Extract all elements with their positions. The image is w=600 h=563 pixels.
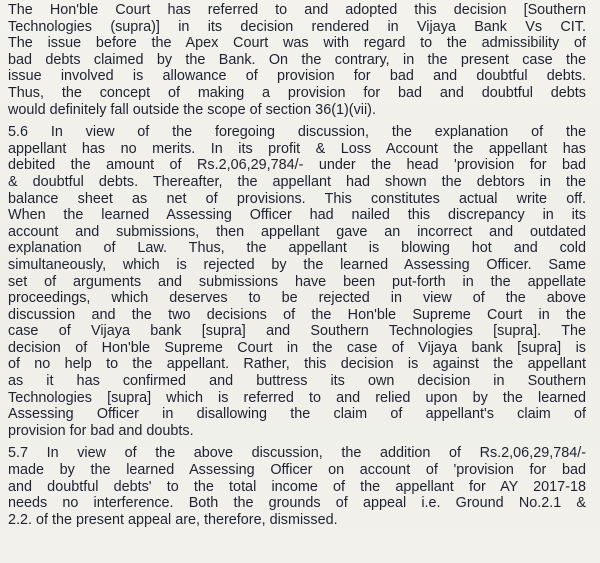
text-line: When the learned Assessing Officer had nailed this discrepancy in its (8, 207, 586, 224)
text-line: 5.7 In view of the above discussion, the addition of Rs.2,06,29,784/- (8, 445, 586, 462)
text-line: decision of Hon'ble Supreme Court in the case of Vijaya bank [supra] is (8, 339, 586, 356)
text-line: set of arguments and submissions have been put-forth in the appellate (8, 273, 586, 290)
text-line: of no help to the appellant. Rather, this decision is against the appellant (8, 356, 586, 373)
text-line: appellant has no merits. In its profit & Loss Account the appellant has (8, 140, 586, 157)
text-line: would definitely fall outside the scope of section 36(1)(vii). (8, 101, 376, 118)
text-line: The Hon'ble Court has referred to and adopted this decision [Southern (8, 2, 586, 18)
text-line: The issue before the Apex Court was with regard to the admissibility of (8, 35, 586, 52)
text-line: case of Vijaya bank [supra] and Southern Technologies [supra]. The (8, 323, 586, 340)
text-line: needs no interference. Both the grounds of appeal i.e. Ground No.2.1 & (8, 495, 586, 512)
text-line: balance sheet as net of provisions. This constitutes actual write off. (8, 190, 586, 207)
text-line: Thus, the concept of making a provision for bad and doubtful debts (8, 84, 586, 101)
text-line: 5.6 In view of the foregoing discussion, the explanation of the (8, 124, 586, 141)
text-line: 2.2. of the present appeal are, therefore, dismissed. (8, 511, 338, 528)
text-line: Technologies (supra)] in its decision rendered in Vijaya Bank Vs CIT. (8, 18, 586, 35)
text-line: provision for bad and doubts. (8, 422, 194, 439)
text-line: discussion and the two decisions of the Hon'ble Supreme Court in the (8, 306, 586, 323)
text-line: explanation of Law. Thus, the appellant is blowing hot and cold (8, 240, 586, 257)
text-line: issue involved is allowance of provision for bad and doubtful debts. (8, 68, 586, 85)
text-line: & doubtful debts. Thereafter, the appellant had shown the debtors in the (8, 173, 586, 190)
text-line: Technologies [supra] which is referred to and relied upon by the learned (8, 389, 586, 406)
text-line: made by the learned Assessing Officer on account of 'provision for bad (8, 462, 586, 479)
text-line: bad debts claimed by the Bank. On the contrary, in the present case the (8, 51, 586, 68)
paragraph-intro (8, 2, 586, 118)
paragraph-5-6 (8, 124, 586, 439)
document-body (8, 2, 586, 528)
text-line: simultaneously, which is rejected by the learned Assessing Officer. Same (8, 256, 586, 273)
paragraph-5-7 (8, 445, 586, 528)
text-line: as it has confirmed and buttress its own decision in Southern (8, 373, 586, 390)
text-line: proceedings, which deserves to be rejected in view of the above (8, 290, 586, 307)
text-line: Assessing Officer in disallowing the claim of appellant's claim of (8, 406, 586, 423)
text-line: and doubtful debts' to the total income of the appellant for AY 2017-18 (8, 478, 586, 495)
text-line: account and submissions, then appellant gave an incorrect and outdated (8, 223, 586, 240)
text-line: debited the amount of Rs.2,06,29,784/- under the head 'provision for bad (8, 157, 586, 174)
